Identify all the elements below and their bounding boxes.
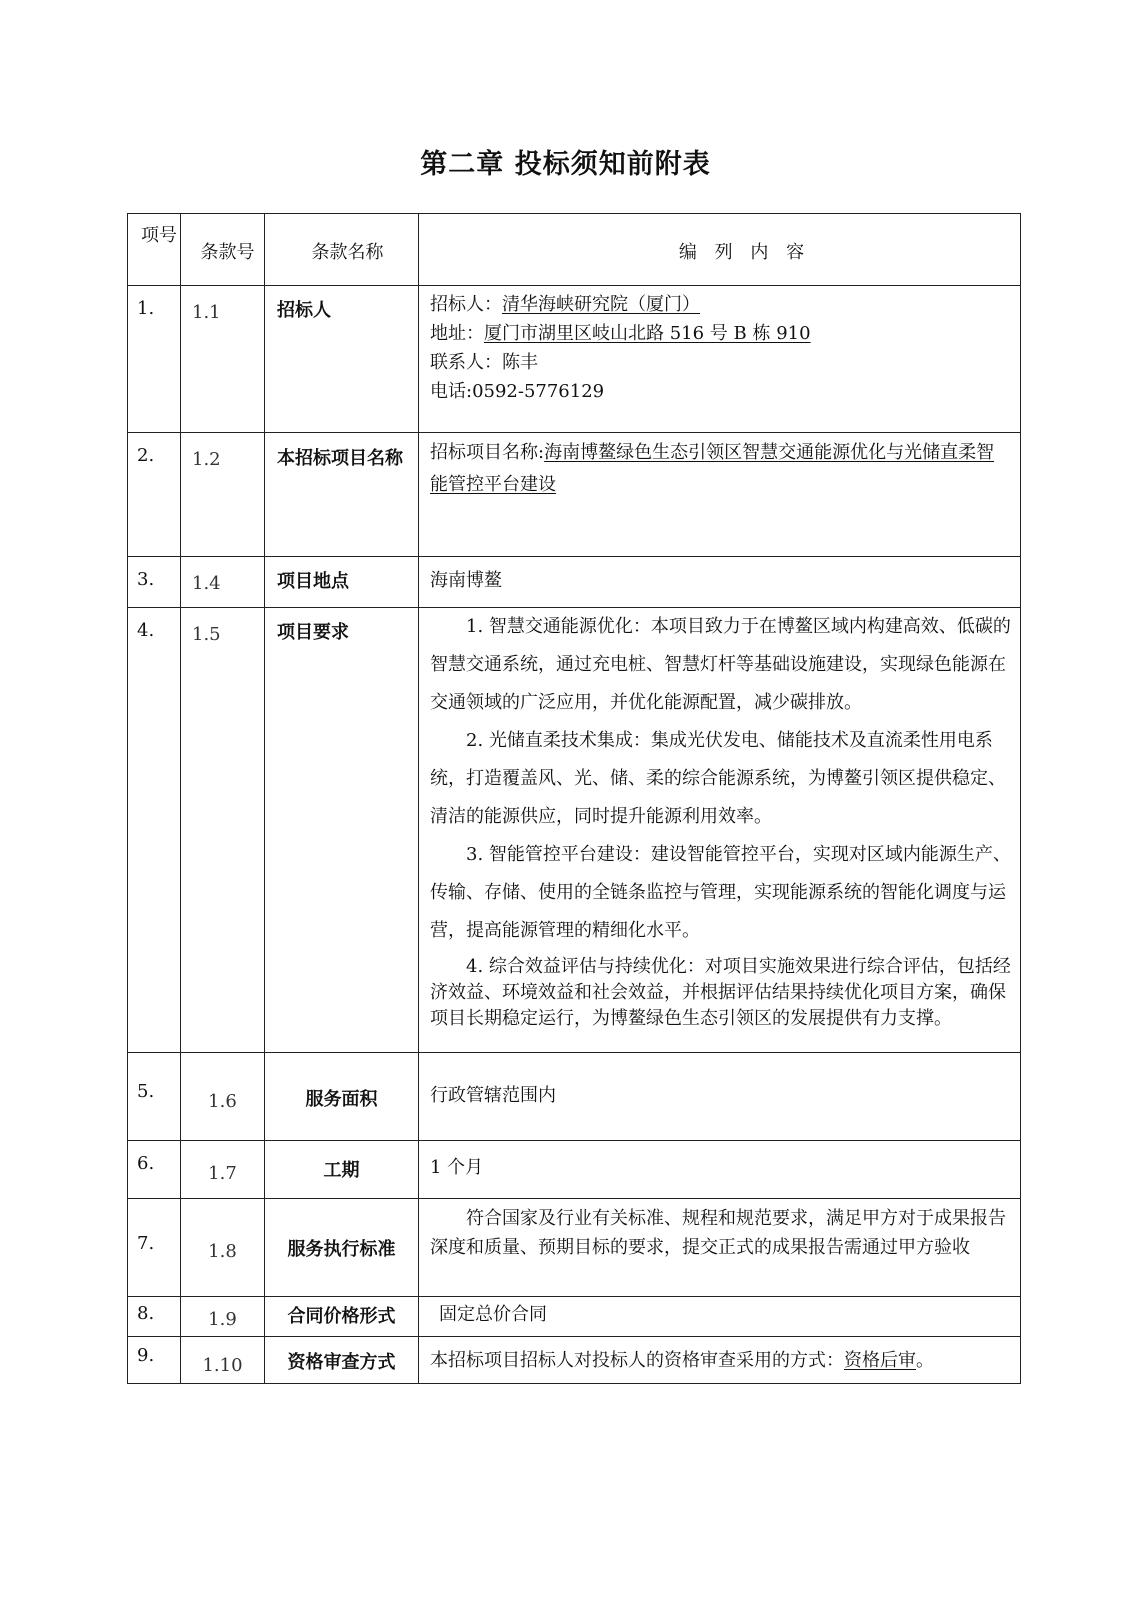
requirement-paragraph: 1. 智慧交通能源优化：本项目致力于在博鳌区域内构建高效、低碳的智慧交通系统，通过充电桩、智慧灯杆等基础设施建设，实现绿色能源在交通领域的广泛应用，并优化能源配置，减少碳排放。 [430, 616, 1011, 713]
row-clause-no: 1.6 [181, 1053, 265, 1141]
row-clause-no: 1.7 [181, 1141, 265, 1199]
table-row [128, 557, 1021, 608]
project-name-value: 海南博鳌绿色生态引领区智慧交通能源优化与光储直柔智能管控平台建设 [430, 442, 995, 495]
row-content: 1 个月 [419, 1141, 1021, 1199]
phone-line: 电话:0592-5776129 [430, 381, 605, 402]
qualification-prefix: 本招标项目招标人对投标人的资格审查采用的方式： [430, 1350, 844, 1371]
contact-line: 联系人：陈丰 [430, 352, 538, 373]
requirement-paragraph: 4. 综合效益评估与持续优化：对项目实施效果进行综合评估，包括经济效益、环境效益和社会效益，并根据评估结果持续优化项目方案，确保项目长期稳定运行，为博鳌绿色生态引领区的发展提供有力支撑。 [430, 956, 1011, 1029]
tenderer-label: 招标人： [430, 294, 502, 315]
address-value: 厦门市湖里区岐山北路 516 号 B 栋 910 [484, 323, 811, 344]
project-name-label: 招标项目名称: [430, 442, 545, 463]
row-index: 2. [128, 433, 181, 557]
qualification-value: 资格后审 [844, 1350, 916, 1371]
row-clause-no: 1.2 [181, 433, 265, 557]
requirement-paragraph: 3. 智能管控平台建设：建设智能管控平台，实现对区域内能源生产、传输、存储、使用的全链条监控与管理，实现能源系统的智能化调度与运营，提高能源管理的精细化水平。 [430, 844, 1011, 941]
row-clause-name: 合同价格形式 [265, 1297, 419, 1337]
qualification-suffix: 。 [916, 1350, 934, 1371]
address-line [430, 319, 1012, 348]
table-row [128, 1297, 1021, 1337]
header-content: 编 列 内 容 [419, 214, 1021, 286]
row-content: 海南博鳌 [419, 557, 1021, 608]
row-clause-no: 1.9 [181, 1297, 265, 1337]
table-row [128, 1337, 1021, 1384]
row-content [419, 608, 1021, 1053]
row-clause-name: 服务执行标准 [265, 1199, 419, 1297]
row-clause-name: 资格审查方式 [265, 1337, 419, 1384]
requirement-paragraph: 2. 光储直柔技术集成：集成光伏发电、储能技术及直流柔性用电系统，打造覆盖风、光、储、柔的综合能源系统，为博鳌引领区提供稳定、清洁的能源供应，同时提升能源利用效率。 [430, 730, 1006, 827]
table-row [128, 608, 1021, 1053]
table-row [128, 1199, 1021, 1297]
row-content [419, 433, 1021, 557]
row-content: 行政管辖范围内 [419, 1053, 1021, 1141]
table-header-row [128, 214, 1021, 286]
row-clause-name: 本招标项目名称 [265, 433, 419, 557]
row-clause-no: 1.1 [181, 286, 265, 433]
standard-paragraph: 符合国家及行业有关标准、规程和规范要求，满足甲方对于成果报告深度和质量、预期目标的要求，提交正式的成果报告需通过甲方验收 [430, 1208, 1006, 1258]
header-clause-name: 条款名称 [265, 214, 419, 286]
row-clause-no: 1.5 [181, 608, 265, 1053]
row-index: 4. [128, 608, 181, 1053]
row-index: 6. [128, 1141, 181, 1199]
row-clause-no: 1.10 [181, 1337, 265, 1384]
row-clause-no: 1.8 [181, 1199, 265, 1297]
table-row [128, 1141, 1021, 1199]
table-row [128, 1053, 1021, 1141]
row-index: 3. [128, 557, 181, 608]
row-content [419, 1199, 1021, 1297]
row-index: 7. [128, 1199, 181, 1297]
header-clause-no: 条款号 [181, 214, 265, 286]
row-clause-name: 服务面积 [265, 1053, 419, 1141]
row-content [419, 286, 1021, 433]
row-clause-name: 项目要求 [265, 608, 419, 1053]
table-row [128, 433, 1021, 557]
tenderer-value: 清华海峡研究院（厦门） [502, 294, 700, 315]
page-title: 第二章 投标须知前附表 [420, 149, 711, 180]
row-index: 1. [128, 286, 181, 433]
header-index: 项号 [128, 214, 181, 286]
row-clause-name: 项目地点 [265, 557, 419, 608]
row-content: 固定总价合同 [419, 1297, 1021, 1337]
row-content [419, 1337, 1021, 1384]
row-clause-name: 招标人 [265, 286, 419, 433]
row-index: 8. [128, 1297, 181, 1337]
table-row [128, 286, 1021, 433]
row-clause-name: 工期 [265, 1141, 419, 1199]
row-index: 9. [128, 1337, 181, 1384]
row-index: 5. [128, 1053, 181, 1141]
row-clause-no: 1.4 [181, 557, 265, 608]
tenderer-line [430, 290, 1012, 319]
notice-table [127, 213, 1021, 1384]
address-label: 地址： [430, 323, 484, 344]
